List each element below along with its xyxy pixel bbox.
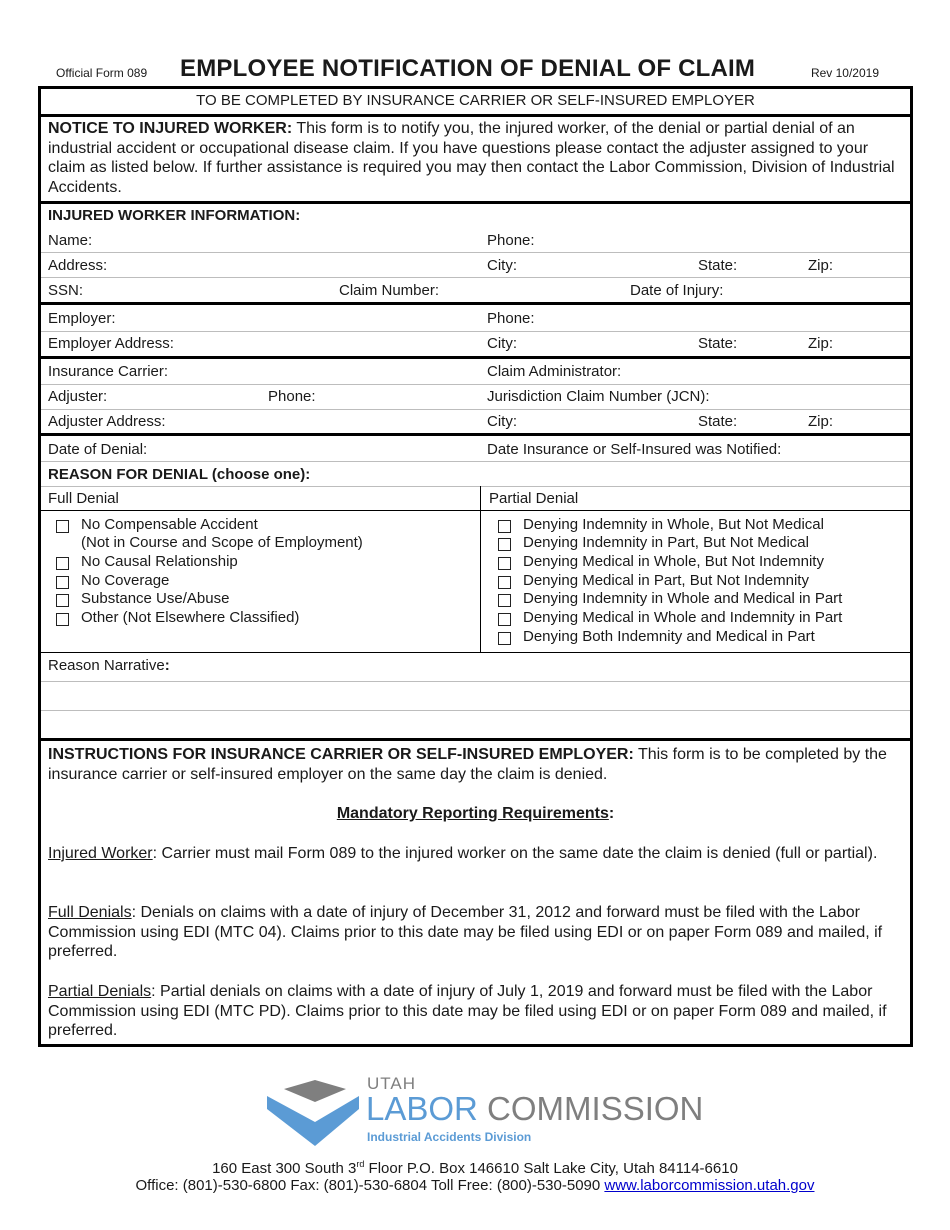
mandatory-heading-text: Mandatory Reporting Requirements bbox=[336, 805, 609, 822]
full-denial-option-5: Other (Not Elsewhere Classified) bbox=[81, 609, 300, 626]
mandatory-heading bbox=[41, 805, 910, 823]
adjuster-city-label: City: bbox=[487, 413, 517, 430]
adjuster-phone-label: Phone: bbox=[268, 388, 316, 405]
worker-heading: INJURED WORKER INFORMATION: bbox=[48, 207, 301, 224]
partial-denial-checkbox-2[interactable] bbox=[498, 538, 511, 551]
employer-city-label: City: bbox=[487, 335, 517, 352]
reason-narrative-label bbox=[48, 657, 170, 674]
worker-address-label: Address: bbox=[48, 257, 108, 274]
worker-zip-label: Zip: bbox=[808, 257, 834, 274]
partial-denials-requirement bbox=[48, 982, 900, 1041]
full-denial-option-4: Substance Use/Abuse bbox=[81, 590, 230, 607]
partial-denial-option-2: Denying Indemnity in Part, But Not Medical bbox=[523, 534, 809, 551]
full-denials-label: Full Denials bbox=[48, 904, 132, 921]
partial-denial-checkbox-1[interactable] bbox=[498, 520, 511, 533]
revision-date: Rev 10/2019 bbox=[810, 66, 879, 80]
worker-phone-label: Phone: bbox=[487, 232, 535, 249]
worker-city-label: City: bbox=[487, 257, 517, 274]
adjuster-zip-label: Zip: bbox=[808, 413, 834, 430]
address-part-2: Floor P.O. Box 146610 Salt Lake City, Utah 84114-6610 bbox=[364, 1160, 738, 1177]
mandatory-colon: : bbox=[608, 805, 615, 822]
employer-phone-label: Phone: bbox=[487, 310, 535, 327]
logo-labor: LABOR bbox=[366, 1090, 478, 1127]
instructions-lead: INSTRUCTIONS FOR INSURANCE CARRIER OR SELF-INSURED EMPLOYER: bbox=[48, 746, 634, 763]
partial-denial-checkbox-7[interactable] bbox=[498, 632, 511, 645]
full-denial-checkbox-1[interactable] bbox=[56, 520, 69, 533]
full-denial-option-1-note: (Not in Course and Scope of Employment) bbox=[81, 534, 363, 551]
worker-ssn-label: SSN: bbox=[48, 282, 84, 299]
contact-numbers: Office: (801)-530-6800 Fax: (801)-530-6804 Toll Free: (800)-530-5090 bbox=[135, 1177, 605, 1194]
notice-text: This form is to notify you, the injured worker, of the denial or partial denial of an industrial accident or occupational disease claim. If you have questions please contact the adjuster assigned to your claim as listed below. If further assistance is required you may then contact the Labor Commission, Division of Industrial Accidents. bbox=[48, 120, 895, 196]
full-denial-option-2: No Causal Relationship bbox=[81, 553, 238, 570]
partial-denial-option-6: Denying Medical in Whole and Indemnity in Part bbox=[523, 609, 843, 626]
claim-number-label: Claim Number: bbox=[339, 282, 440, 299]
partial-denial-option-7: Denying Both Indemnity and Medical in Part bbox=[523, 628, 815, 645]
full-denial-option-1: No Compensable Accident bbox=[81, 516, 258, 533]
partial-denials-label: Partial Denials bbox=[48, 983, 152, 1000]
address-part-1: 160 East 300 South 3 bbox=[212, 1160, 357, 1177]
jcn-label: Jurisdiction Claim Number (JCN): bbox=[487, 388, 710, 405]
employer-label: Employer: bbox=[48, 310, 116, 327]
footer-contact bbox=[0, 1177, 950, 1194]
full-denial-option-3: No Coverage bbox=[81, 572, 170, 589]
date-of-denial-label: Date of Denial: bbox=[48, 441, 148, 458]
narrative-colon: : bbox=[164, 657, 170, 674]
form-header bbox=[40, 52, 912, 86]
labor-commission-logo bbox=[267, 1074, 704, 1148]
worker-name-label: Name: bbox=[48, 232, 93, 249]
partial-denial-checkbox-4[interactable] bbox=[498, 576, 511, 589]
worker-state-label: State: bbox=[698, 257, 738, 274]
partial-denials-text: : Partial denials on claims with a date of injury of July 1, 2019 and forward must be filed with the Labor Commission using EDI (MTC PD). Claims prior to this date may be filed using EDI or on paper Form 089 and mailed, if preferred. bbox=[48, 983, 887, 1039]
logo-subtitle: Industrial Accidents Division bbox=[367, 1130, 532, 1144]
form-frame bbox=[38, 86, 913, 1047]
logo-utah: UTAH bbox=[367, 1074, 417, 1093]
insurance-carrier-label: Insurance Carrier: bbox=[48, 363, 169, 380]
reason-heading: REASON FOR DENIAL (choose one): bbox=[48, 466, 311, 483]
full-denial-checkbox-4[interactable] bbox=[56, 594, 69, 607]
page-title: EMPLOYEE NOTIFICATION OF DENIAL OF CLAIM bbox=[180, 55, 756, 82]
website-link[interactable]: www.laborcommission.utah.gov bbox=[604, 1177, 815, 1194]
logo-commission: COMMISSION bbox=[477, 1090, 704, 1127]
address-sup: rd bbox=[356, 1159, 365, 1169]
date-of-injury-label: Date of Injury: bbox=[630, 282, 724, 299]
partial-denial-option-4: Denying Medical in Part, But Not Indemnity bbox=[523, 572, 809, 589]
date-notified-label: Date Insurance or Self-Insured was Notified: bbox=[487, 441, 782, 458]
narrative-label-text: Reason Narrative bbox=[48, 657, 165, 674]
employer-zip-label: Zip: bbox=[808, 335, 834, 352]
notice-lead: NOTICE TO INJURED WORKER: bbox=[48, 120, 293, 137]
partial-denial-checkbox-5[interactable] bbox=[498, 594, 511, 607]
adjuster-label: Adjuster: bbox=[48, 388, 108, 405]
partial-denial-option-1: Denying Indemnity in Whole, But Not Medical bbox=[523, 516, 824, 533]
instructions-paragraph bbox=[48, 745, 900, 784]
employer-state-label: State: bbox=[698, 335, 738, 352]
full-denial-checkbox-3[interactable] bbox=[56, 576, 69, 589]
footer-address bbox=[0, 1159, 950, 1177]
injured-worker-label: Injured Worker bbox=[48, 845, 153, 862]
partial-denial-checkbox-6[interactable] bbox=[498, 613, 511, 626]
injured-worker-text: : Carrier must mail Form 089 to the injured worker on the same date the claim is denied (full or partial). bbox=[152, 845, 878, 862]
instructions-text: This form is to be completed by the insurance carrier or self-insured employer on the same day the claim is denied. bbox=[48, 746, 887, 783]
full-denials-text: : Denials on claims with a date of injury of December 31, 2012 and forward must be filed with the Labor Commission using EDI (MTC 04). Claims prior to this date may be filed using EDI or on paper Form 089 and mailed, if preferred. bbox=[48, 904, 883, 960]
partial-denial-option-3: Denying Medical in Whole, But Not Indemnity bbox=[523, 553, 824, 570]
partial-denial-heading: Partial Denial bbox=[489, 490, 579, 507]
full-denials-requirement bbox=[48, 903, 900, 962]
completed-by-note: TO BE COMPLETED BY INSURANCE CARRIER OR SELF-INSURED EMPLOYER bbox=[196, 92, 755, 109]
logo-labor-commission bbox=[366, 1090, 703, 1128]
employer-address-label: Employer Address: bbox=[48, 335, 174, 352]
adjuster-address-label: Adjuster Address: bbox=[48, 413, 166, 430]
full-denial-heading: Full Denial bbox=[48, 490, 119, 507]
notice-to-worker bbox=[48, 119, 900, 197]
claim-admin-label: Claim Administrator: bbox=[487, 363, 622, 380]
adjuster-state-label: State: bbox=[698, 413, 738, 430]
full-denial-checkbox-5[interactable] bbox=[56, 613, 69, 626]
partial-denial-option-5: Denying Indemnity in Whole and Medical in Part bbox=[523, 590, 843, 607]
partial-denial-checkbox-3[interactable] bbox=[498, 557, 511, 570]
form-number: Official Form 089 bbox=[56, 66, 148, 80]
full-denial-checkbox-2[interactable] bbox=[56, 557, 69, 570]
injured-worker-requirement bbox=[48, 844, 900, 864]
